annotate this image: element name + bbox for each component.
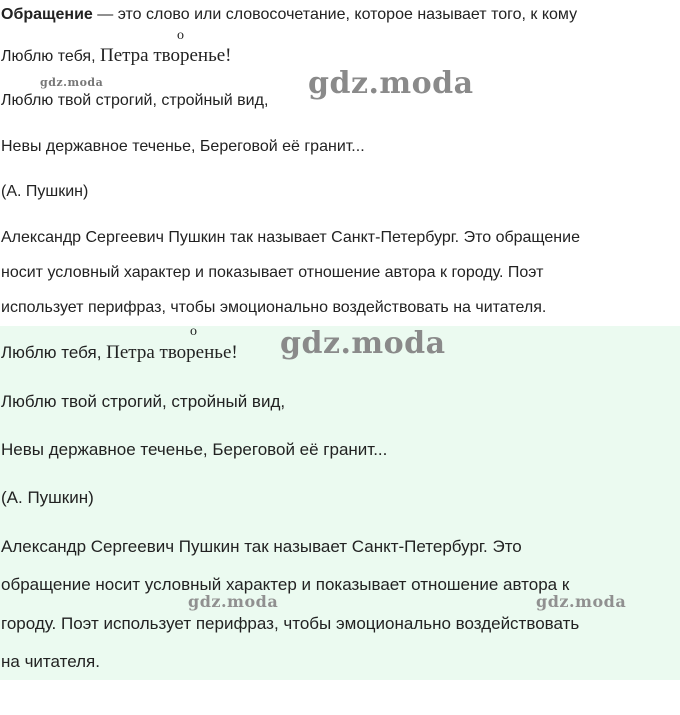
watermark-small: gdz.moda <box>536 592 627 611</box>
definition-line <box>1 6 577 24</box>
explanation-line: Александр Сергеевич Пушкин так называет Санкт-Петербург. Это <box>1 537 522 556</box>
explanation-line: городу. Поэт использует перифраз, чтобы эмоционально воздействовать <box>1 614 580 633</box>
stress-mark: о <box>177 28 184 43</box>
definition-text: — это слово или словосочетание, которое называет того, к кому <box>92 6 578 23</box>
poem-author: (А. Пушкин) <box>1 183 89 200</box>
watermark-tiny: gdz.moda <box>40 76 104 89</box>
watermark-large: gdz.moda <box>280 326 446 361</box>
poem-line-1-serif: Петра творенье! <box>99 45 232 66</box>
explanation-line: носит условный характер и показывает отношение автора к городу. Поэт <box>1 264 544 281</box>
explanation-line: Александр Сергеевич Пушкин так называет Санкт-Петербург. Это обращение <box>1 229 580 246</box>
explanation-line: обращение носит условный характер и показывает отношение автора к <box>1 575 570 594</box>
poem-line-1-start: Люблю тебя, <box>1 343 107 362</box>
poem-line-2: Люблю твой строгий, стройный вид, <box>1 92 269 109</box>
definition-term: Обращение <box>1 6 93 23</box>
poem-line-1 <box>1 342 238 364</box>
watermark-small: gdz.moda <box>188 592 279 611</box>
explanation-line: использует перифраз, чтобы эмоционально воздействовать на читателя. <box>1 299 547 316</box>
poem-line-1 <box>1 45 232 67</box>
stress-mark: о <box>190 324 197 339</box>
watermark-large: gdz.moda <box>308 66 474 101</box>
highlighted-answer-block <box>0 326 680 680</box>
explanation-line: на читателя. <box>1 652 100 671</box>
poem-line-3: Невы державное теченье, Береговой её гранит... <box>1 440 388 459</box>
poem-line-1-start: Люблю тебя, <box>1 48 100 65</box>
poem-line-3: Невы державное теченье, Береговой её гранит... <box>1 138 365 155</box>
poem-line-1-serif: Петра творенье! <box>106 342 238 363</box>
poem-author: (А. Пушкин) <box>1 488 94 507</box>
poem-line-2: Люблю твой строгий, стройный вид, <box>1 392 286 411</box>
